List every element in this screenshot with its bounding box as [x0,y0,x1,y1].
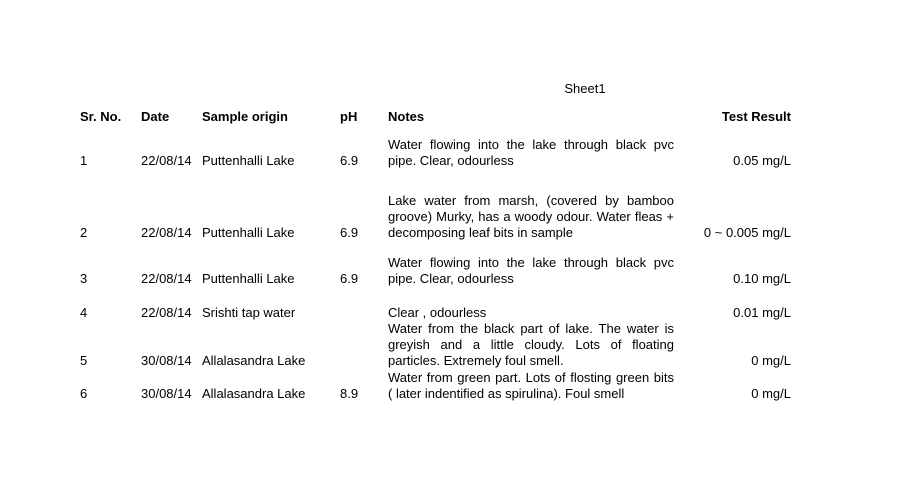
cell-date: 22/08/14 [141,225,192,240]
cell-date: 22/08/14 [141,153,192,168]
cell-test-result: 0 mg/L [751,386,791,401]
cell-test-result: 0.05 mg/L [733,153,791,168]
cell-sr-no: 2 [80,225,88,240]
cell-notes: Clear , odourless [388,305,487,320]
cell-notes: Lake water from marsh, (covered by bamboo groove) Murky, has a woody odour. Water fleas + decomposing leaf bits in sample [388,193,674,240]
cell-sr-no: 3 [80,271,88,286]
cell-sample-origin: Allalasandra Lake [202,386,306,401]
cell-sample-origin: Puttenhalli Lake [202,153,295,168]
cell-ph: 6.9 [340,153,359,168]
cell-ph: 8.9 [340,386,359,401]
cell-date: 30/08/14 [141,386,192,401]
cell-notes: Water from green part. Lots of flosting green bits ( later indentified as spirulina). Foul smell [388,370,674,401]
cell-sr-no: 5 [80,353,88,368]
sheet-title: Sheet1 [564,81,606,96]
cell-date: 30/08/14 [141,353,192,368]
cell-sample-origin: Puttenhalli Lake [202,271,295,286]
cell-notes: Water flowing into the lake through black pvc pipe. Clear, odourless [388,255,674,286]
cell-sr-no: 1 [80,153,88,168]
header-date: Date [141,109,170,124]
cell-notes: Water flowing into the lake through black pvc pipe. Clear, odourless [388,137,674,168]
header-sample-origin: Sample origin [202,109,288,124]
header-sr-no: Sr. No. [80,109,122,124]
cell-test-result: 0 ~ 0.005 mg/L [703,225,791,240]
cell-notes: Water from the black part of lake. The water is greyish and a little cloudy. Lots of floating particles. Extremely foul smell. [388,321,674,368]
header-notes: Notes [388,109,425,124]
cell-test-result: 0.01 mg/L [733,305,791,320]
cell-sr-no: 6 [80,386,88,401]
cell-date: 22/08/14 [141,305,192,320]
cell-sample-origin: Allalasandra Lake [202,353,306,368]
cell-ph: 6.9 [340,225,359,240]
cell-ph: 6.9 [340,271,359,286]
cell-date: 22/08/14 [141,271,192,286]
header-test-result: Test Result [721,109,791,124]
header-ph: pH [340,109,358,124]
cell-test-result: 0.10 mg/L [733,271,791,286]
cell-sample-origin: Puttenhalli Lake [202,225,295,240]
cell-test-result: 0 mg/L [751,353,791,368]
cell-sample-origin: Srishti tap water [202,305,296,320]
cell-sr-no: 4 [80,305,88,320]
